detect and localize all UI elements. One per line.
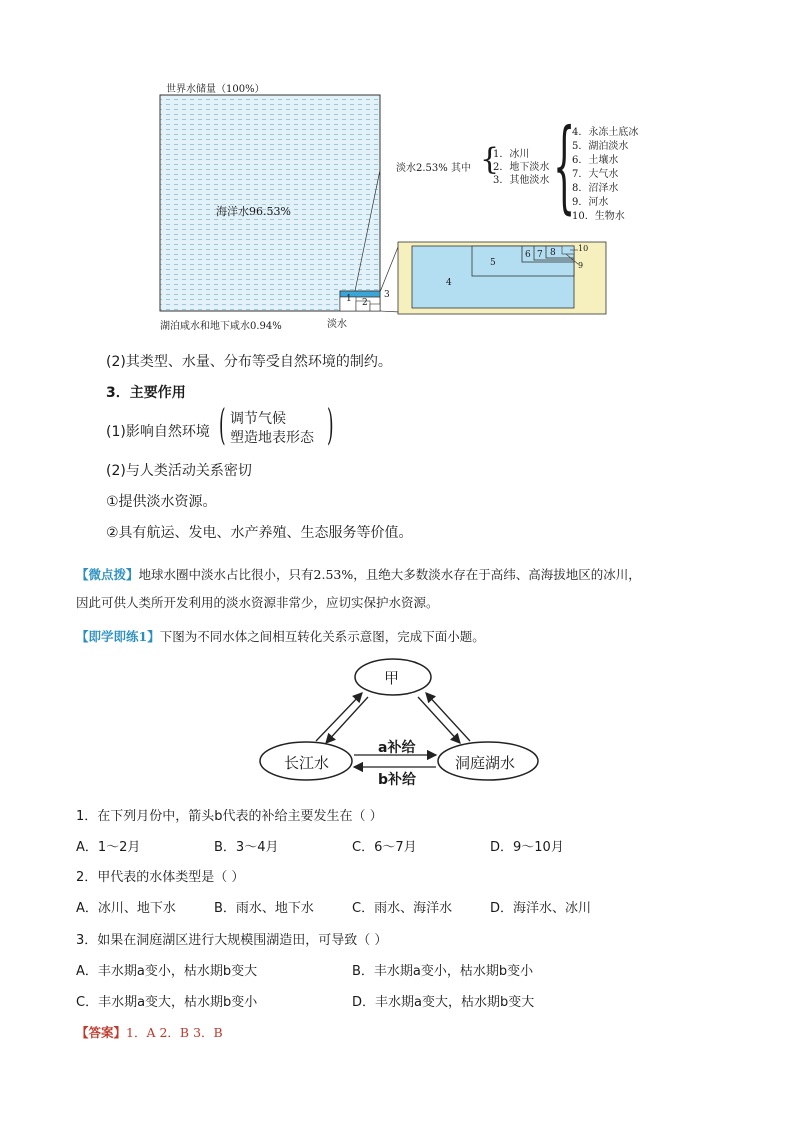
freshwater-callout: 淡水2.53% 其中 bbox=[396, 163, 471, 174]
other-freshwater-list: 4．永冻土底冰 5．湖泊淡水 6．土壤水 7．大气水 8．沼泽水 9．河水 10．生物水 bbox=[572, 127, 639, 222]
freshwater-types: 1．冰川 2．地下淡水 3．其他淡水 bbox=[493, 149, 550, 186]
exercise-label: 【即学即练1】 bbox=[76, 629, 160, 644]
arrow-a-label: a补给 bbox=[378, 740, 416, 756]
use-2-text: ②具有航运、发电、水产养殖、生态服务等价值。 bbox=[106, 525, 413, 541]
question-2-option-b: B．雨水、地下水 bbox=[214, 901, 314, 916]
inner-num-2: 2 bbox=[362, 298, 368, 308]
effect-1-prefix: (1)影响自然环境 bbox=[106, 424, 210, 440]
question-3-option-a: A．丰水期a变小，枯水期b变大 bbox=[76, 964, 258, 979]
exercise-intro: 【即学即练1】下图为不同水体之间相互转化关系示意图，完成下面小题。 bbox=[76, 629, 485, 644]
answer-text: 1．A 2．B 3．B bbox=[126, 1025, 223, 1040]
zoom-num-8: 8 bbox=[550, 248, 556, 258]
zoom-num-10: 10 bbox=[578, 244, 589, 253]
inner-num-3: 3 bbox=[384, 290, 390, 300]
inner-num-1: 1 bbox=[346, 294, 352, 304]
question-1-option-d: D．9～10月 bbox=[490, 840, 564, 855]
zoom-num-5: 5 bbox=[490, 258, 496, 268]
question-2-option-a: A．冰川、地下水 bbox=[76, 901, 176, 916]
tip-line-1: 【微点拨】地球水圈中淡水占比很小，只有2.53%，且绝大多数淡水存在于高纬、高海拔地区的冰川， bbox=[76, 567, 641, 582]
brace-small: { bbox=[480, 142, 500, 177]
question-3-option-c: C．丰水期a变大，枯水期b变小 bbox=[76, 995, 258, 1010]
question-1-option-b: B．3～4月 bbox=[214, 840, 279, 855]
ocean-label: 海洋水96.53% bbox=[216, 205, 291, 218]
answer-label: 【答案】 bbox=[76, 1025, 127, 1040]
freshwater-bottom-label: 淡水 bbox=[327, 319, 347, 330]
section-3-heading: 3．主要作用 bbox=[106, 385, 186, 401]
tip-line-2: 因此可供人类所开发利用的淡水资源非常少，应切实保护水资源。 bbox=[76, 595, 439, 610]
node-right-label: 洞庭湖水 bbox=[455, 754, 516, 772]
answer-line bbox=[76, 1023, 223, 1041]
question-3-option-b: B．丰水期a变小，枯水期b变小 bbox=[352, 964, 534, 979]
node-top-label: 甲 bbox=[384, 669, 400, 687]
question-3-option-d: D．丰水期a变大，枯水期b变大 bbox=[352, 995, 535, 1010]
question-1-stem: 1．在下列月份中，箭头b代表的补给主要发生在（ ） bbox=[76, 809, 383, 824]
use-1-text: ①提供淡水资源。 bbox=[106, 494, 217, 510]
question-2-option-c: C．雨水、海洋水 bbox=[352, 901, 453, 916]
tip-label: 【微点拨】 bbox=[76, 567, 139, 582]
question-3-stem: 3．如果在洞庭湖区进行大规模围湖造田，可导致（ ） bbox=[76, 933, 388, 948]
question-2-stem: 2．甲代表的水体类型是（ ） bbox=[76, 870, 245, 885]
figure-title: 世界水储量（100%） bbox=[166, 84, 265, 95]
saline-label: 湖泊咸水和地下咸水0.94% bbox=[160, 321, 282, 332]
point-2-text: (2)其类型、水量、分布等受自然环境的制约。 bbox=[106, 354, 392, 370]
zoom-num-9: 9 bbox=[578, 261, 584, 270]
effect-brace-left: ( bbox=[219, 400, 226, 449]
effect-brace-right: ) bbox=[327, 400, 334, 449]
brace-large: { bbox=[553, 107, 576, 224]
node-left-label: 长江水 bbox=[284, 754, 330, 772]
question-1-option-c: C．6～7月 bbox=[352, 840, 417, 855]
effect-2-text: (2)与人类活动关系密切 bbox=[106, 463, 252, 479]
zoom-num-6: 6 bbox=[525, 250, 531, 260]
effect-1-items: 调节气候 塑造地表形态 bbox=[230, 411, 314, 446]
question-1-option-a: A．1～2月 bbox=[76, 840, 141, 855]
arrow-b-label: b补给 bbox=[378, 772, 417, 788]
zoom-num-4: 4 bbox=[446, 278, 452, 288]
question-2-option-d: D．海洋水、冰川 bbox=[490, 901, 592, 916]
zoom-num-7: 7 bbox=[537, 250, 543, 260]
